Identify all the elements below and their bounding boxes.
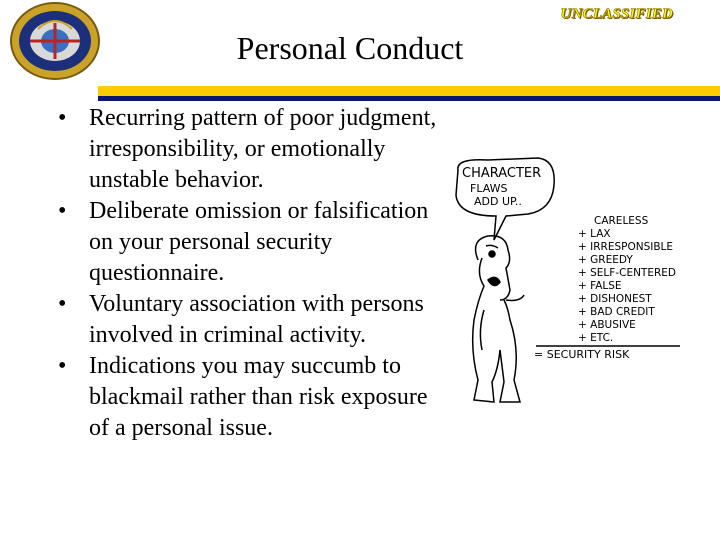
character-figure <box>473 236 524 402</box>
flaw-item: + ETC. <box>578 332 614 344</box>
bullet-text: Recurring pattern of poor judgment, irresponsibility, or emotionally unstable behavior. <box>89 105 437 193</box>
bullet-text: Deliberate omission or falsification on your personal security questionnaire. <box>89 198 429 286</box>
flaw-item: + BAD CREDIT <box>578 306 655 318</box>
bullet-list <box>58 103 448 444</box>
page-title: Personal Conduct <box>236 30 464 66</box>
flaw-item: + GREEDY <box>578 254 633 266</box>
classification-banner: UNCLASSIFIED <box>560 6 673 22</box>
flaws-list <box>578 215 676 344</box>
speech-line: ADD UP.. <box>474 195 522 208</box>
list-item <box>58 196 448 289</box>
list-item <box>58 351 448 444</box>
bullet-symbol: • <box>58 198 67 224</box>
bullet-text: Indications you may succumb to blackmail rather than risk exposure of a personal issue. <box>89 353 428 441</box>
flaw-item: + LAX <box>578 228 611 240</box>
seal-icon <box>10 1 101 81</box>
list-item <box>58 103 448 196</box>
flaw-item: + DISHONEST <box>578 293 652 305</box>
flaw-item: + SELF-CENTERED <box>578 267 676 279</box>
result-text: = SECURITY RISK <box>534 348 630 361</box>
title-rule-navy <box>98 96 720 101</box>
speech-line: CHARACTER <box>462 166 542 181</box>
bullet-symbol: • <box>58 353 67 379</box>
list-item <box>58 289 448 351</box>
flaw-item: CARELESS <box>594 215 649 227</box>
flaw-item: + ABUSIVE <box>578 319 636 331</box>
flaw-item: + FALSE <box>578 280 622 292</box>
speech-line: FLAWS <box>470 182 508 195</box>
bullet-text: Voluntary association with persons involved in criminal activity. <box>89 291 424 348</box>
bullet-symbol: • <box>58 291 67 317</box>
title-rule-gold <box>98 86 720 96</box>
flaw-item: + IRRESPONSIBLE <box>578 241 674 253</box>
character-flaws-cartoon <box>448 150 688 430</box>
bullet-symbol: • <box>58 105 67 131</box>
